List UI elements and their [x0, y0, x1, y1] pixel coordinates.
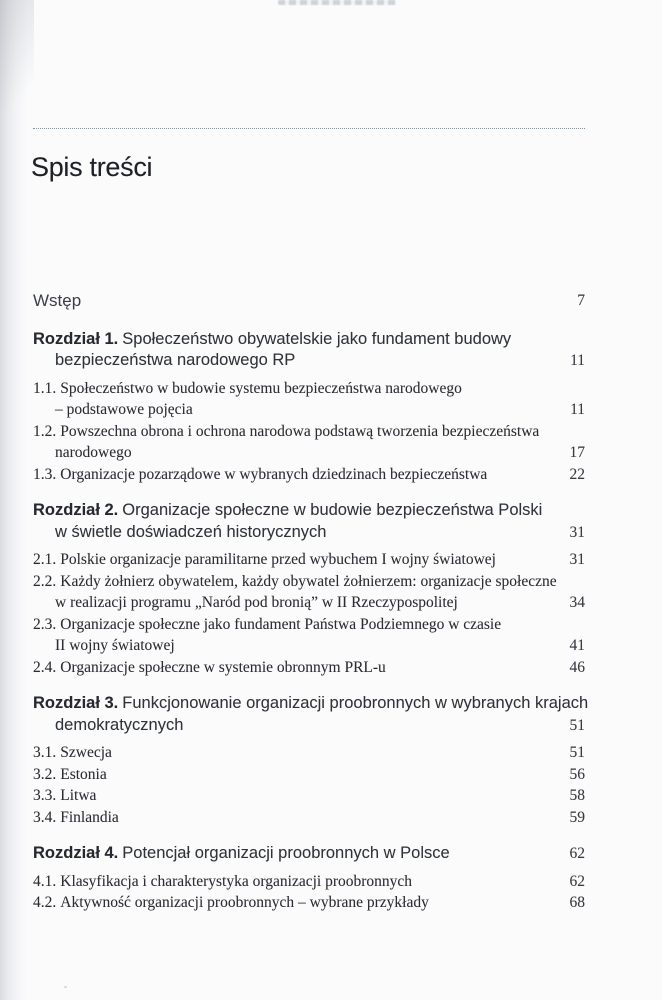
toc-entry-page: 62	[569, 872, 585, 890]
book-spine-shadow-top	[0, 0, 34, 150]
toc-entry-lines	[33, 421, 547, 464]
toc-entry-label: Rozdział 1.	[33, 329, 119, 348]
toc-entry-lines	[33, 764, 547, 786]
toc-entry-label: 3.4.	[33, 808, 57, 826]
toc-entry-lines	[33, 807, 547, 829]
toc-entry-first-line	[33, 742, 547, 764]
toc-entry-label: 4.1.	[33, 872, 57, 890]
toc-entry	[33, 614, 585, 657]
toc-entry	[33, 871, 585, 893]
toc-entry-page: 68	[569, 894, 585, 911]
toc-entry-label: 3.1.	[33, 744, 57, 761]
toc-entry-lines	[33, 657, 547, 679]
toc-entry-lines	[33, 614, 547, 657]
toc-entry-lines	[33, 378, 547, 421]
toc-entry-first-line	[33, 657, 547, 679]
toc-entry-first-line	[33, 764, 547, 786]
toc-entry-label: Rozdział 4.	[33, 844, 119, 862]
toc-entry-page: 34	[569, 594, 585, 611]
toc-entry-first-line	[33, 290, 547, 312]
toc-entry-title: Litwa	[60, 787, 97, 804]
toc-entry-label: 2.3.	[33, 615, 57, 633]
toc-entry-page: 31	[569, 523, 585, 541]
toc-entry-first-line	[33, 329, 547, 351]
toc-entry-page: 22	[569, 465, 585, 483]
toc-entry-page: 56	[569, 765, 585, 783]
toc-entry-page: 7	[577, 292, 585, 309]
scan-artifact-bottom	[64, 986, 67, 988]
toc-entry-title: Funkcjonowanie organizacji proobronnych w wybranych krajach	[122, 694, 589, 712]
toc-entry-label: 1.3.	[33, 465, 57, 483]
toc-entry	[33, 693, 589, 736]
toc-entry	[33, 742, 585, 764]
toc-entry-continuation-line: w świetle doświadczeń historycznych	[55, 522, 327, 541]
toc-entry-first-line	[33, 614, 547, 636]
toc-entry-title: Klasyfikacja i charakterystyka organizacji proobronnych	[60, 872, 413, 890]
toc-entry-first-line	[33, 843, 547, 865]
toc-entry-lines	[33, 549, 547, 571]
toc-entry-lines	[33, 892, 547, 914]
toc-entry-title: Każdy żołnierz obywatelem, każdy obywatel żołnierzem: organizacje społeczne	[60, 572, 557, 590]
toc-entry-lines	[33, 571, 557, 614]
toc-entry-lines	[33, 871, 547, 893]
toc-entry-label: Rozdział 2.	[33, 501, 119, 519]
toc-entry-lines	[33, 843, 547, 865]
toc-entry-page: 31	[569, 551, 585, 568]
toc-entry-first-line	[33, 892, 547, 914]
toc-entry	[33, 892, 585, 914]
toc-entry-title: Aktywność organizacji proobronnych – wybrane przykłady	[60, 894, 429, 911]
toc-entry-title: Powszechna obrona i ochrona narodowa podstawą tworzenia bezpieczeństwa	[60, 422, 540, 440]
toc-entry-lines	[33, 742, 547, 764]
title-divider-rule	[33, 128, 585, 129]
toc-entry-label: Rozdział 3.	[33, 694, 119, 712]
toc-entry-page: 58	[569, 787, 585, 804]
toc-entry-continuation-line: II wojny światowej	[55, 637, 175, 654]
toc-entry	[33, 785, 585, 807]
toc-entry	[33, 329, 585, 372]
toc-entry-page: 46	[569, 658, 585, 676]
toc-entry-continuation-line: w realizacji programu „Naród pod bronią” w II Rzeczypospolitej	[55, 594, 458, 611]
toc-entry-first-line	[33, 785, 547, 807]
toc-entry	[33, 378, 585, 421]
book-spine-shadow	[0, 0, 28, 1000]
toc-entry	[33, 657, 585, 679]
toc-entry-page: 62	[569, 845, 585, 862]
toc-entry-title: Wstęp	[33, 291, 82, 310]
toc-entry-lines	[33, 329, 547, 372]
toc-entry	[33, 764, 585, 786]
toc-entry-first-line	[33, 464, 547, 486]
toc-entry-label: 3.2.	[33, 765, 57, 783]
toc-entry-label: 3.3.	[33, 787, 57, 804]
toc-entry-title: Społeczeństwo w budowie systemu bezpieczeństwa narodowego	[60, 379, 462, 397]
toc-entry	[33, 549, 585, 571]
toc-entry-page: 17	[569, 444, 585, 461]
toc-entry-first-line	[33, 549, 547, 571]
toc-entry-continuation-line: demokratycznych	[55, 715, 184, 734]
toc-entry-page: 11	[570, 352, 585, 369]
toc-entry-first-line	[33, 871, 547, 893]
toc-entry-title: Społeczeństwo obywatelskie jako fundament budowy	[122, 329, 512, 348]
toc-entry-first-line	[33, 421, 547, 443]
toc-entry-title: Finlandia	[60, 808, 119, 826]
toc-entry-continuation-line: narodowego	[55, 444, 132, 461]
toc-entry-page: 51	[569, 716, 585, 734]
toc-entry-first-line	[33, 500, 547, 522]
toc-entry-title: Organizacje społeczne w systemie obronnym PRL-u	[60, 658, 386, 676]
toc-entry-title: Szwecja	[60, 744, 112, 761]
toc-entry	[33, 421, 585, 464]
toc-entry	[33, 500, 585, 543]
toc-list	[33, 290, 589, 914]
toc-entry-page: 59	[569, 808, 585, 826]
toc-entry-label: 2.4.	[33, 658, 57, 676]
toc-entry-page: 11	[570, 401, 585, 418]
toc-entry-lines	[33, 500, 547, 543]
toc-entry-page: 51	[569, 744, 585, 761]
toc-entry-first-line	[33, 571, 557, 593]
toc-entry	[33, 290, 585, 312]
toc-entry-label: 1.2.	[33, 422, 57, 440]
toc-entry-title: Organizacje społeczne w budowie bezpieczeństwa Polski	[122, 501, 543, 519]
toc-entry-lines	[33, 785, 547, 807]
toc-entry	[33, 843, 585, 865]
scan-artifact-top	[278, 0, 396, 5]
toc-entry-lines	[33, 464, 547, 486]
toc-entry-title: Organizacje pozarządowe w wybranych dziedzinach bezpieczeństwa	[60, 465, 488, 483]
toc-entry	[33, 571, 585, 614]
toc-entry-first-line	[33, 378, 547, 400]
toc-entry-title: Estonia	[60, 765, 107, 783]
toc-entry-continuation-line: bezpieczeństwa narodowego RP	[55, 351, 296, 369]
toc-entry-title: Potencjał organizacji proobronnych w Polsce	[122, 844, 450, 862]
toc-entry-first-line	[33, 693, 589, 715]
toc-entry-title: Organizacje społeczne jako fundament Państwa Podziemnego w czasie	[60, 615, 502, 633]
toc-entry-first-line	[33, 807, 547, 829]
toc-entry-page: 41	[569, 637, 585, 654]
toc-entry	[33, 464, 585, 486]
toc-entry-label: 4.2.	[33, 894, 57, 911]
toc-entry-label: 1.1.	[33, 379, 57, 397]
toc-entry-lines	[33, 290, 547, 312]
toc-entry-title: Polskie organizacje paramilitarne przed wybuchem I wojny światowej	[60, 551, 496, 568]
toc-entry-label: 2.1.	[33, 551, 57, 568]
toc-entry-continuation-line: – podstawowe pojęcia	[55, 401, 193, 418]
toc-entry-label: 2.2.	[33, 572, 57, 590]
toc-entry	[33, 807, 585, 829]
page-title: Spis treści	[31, 152, 153, 183]
